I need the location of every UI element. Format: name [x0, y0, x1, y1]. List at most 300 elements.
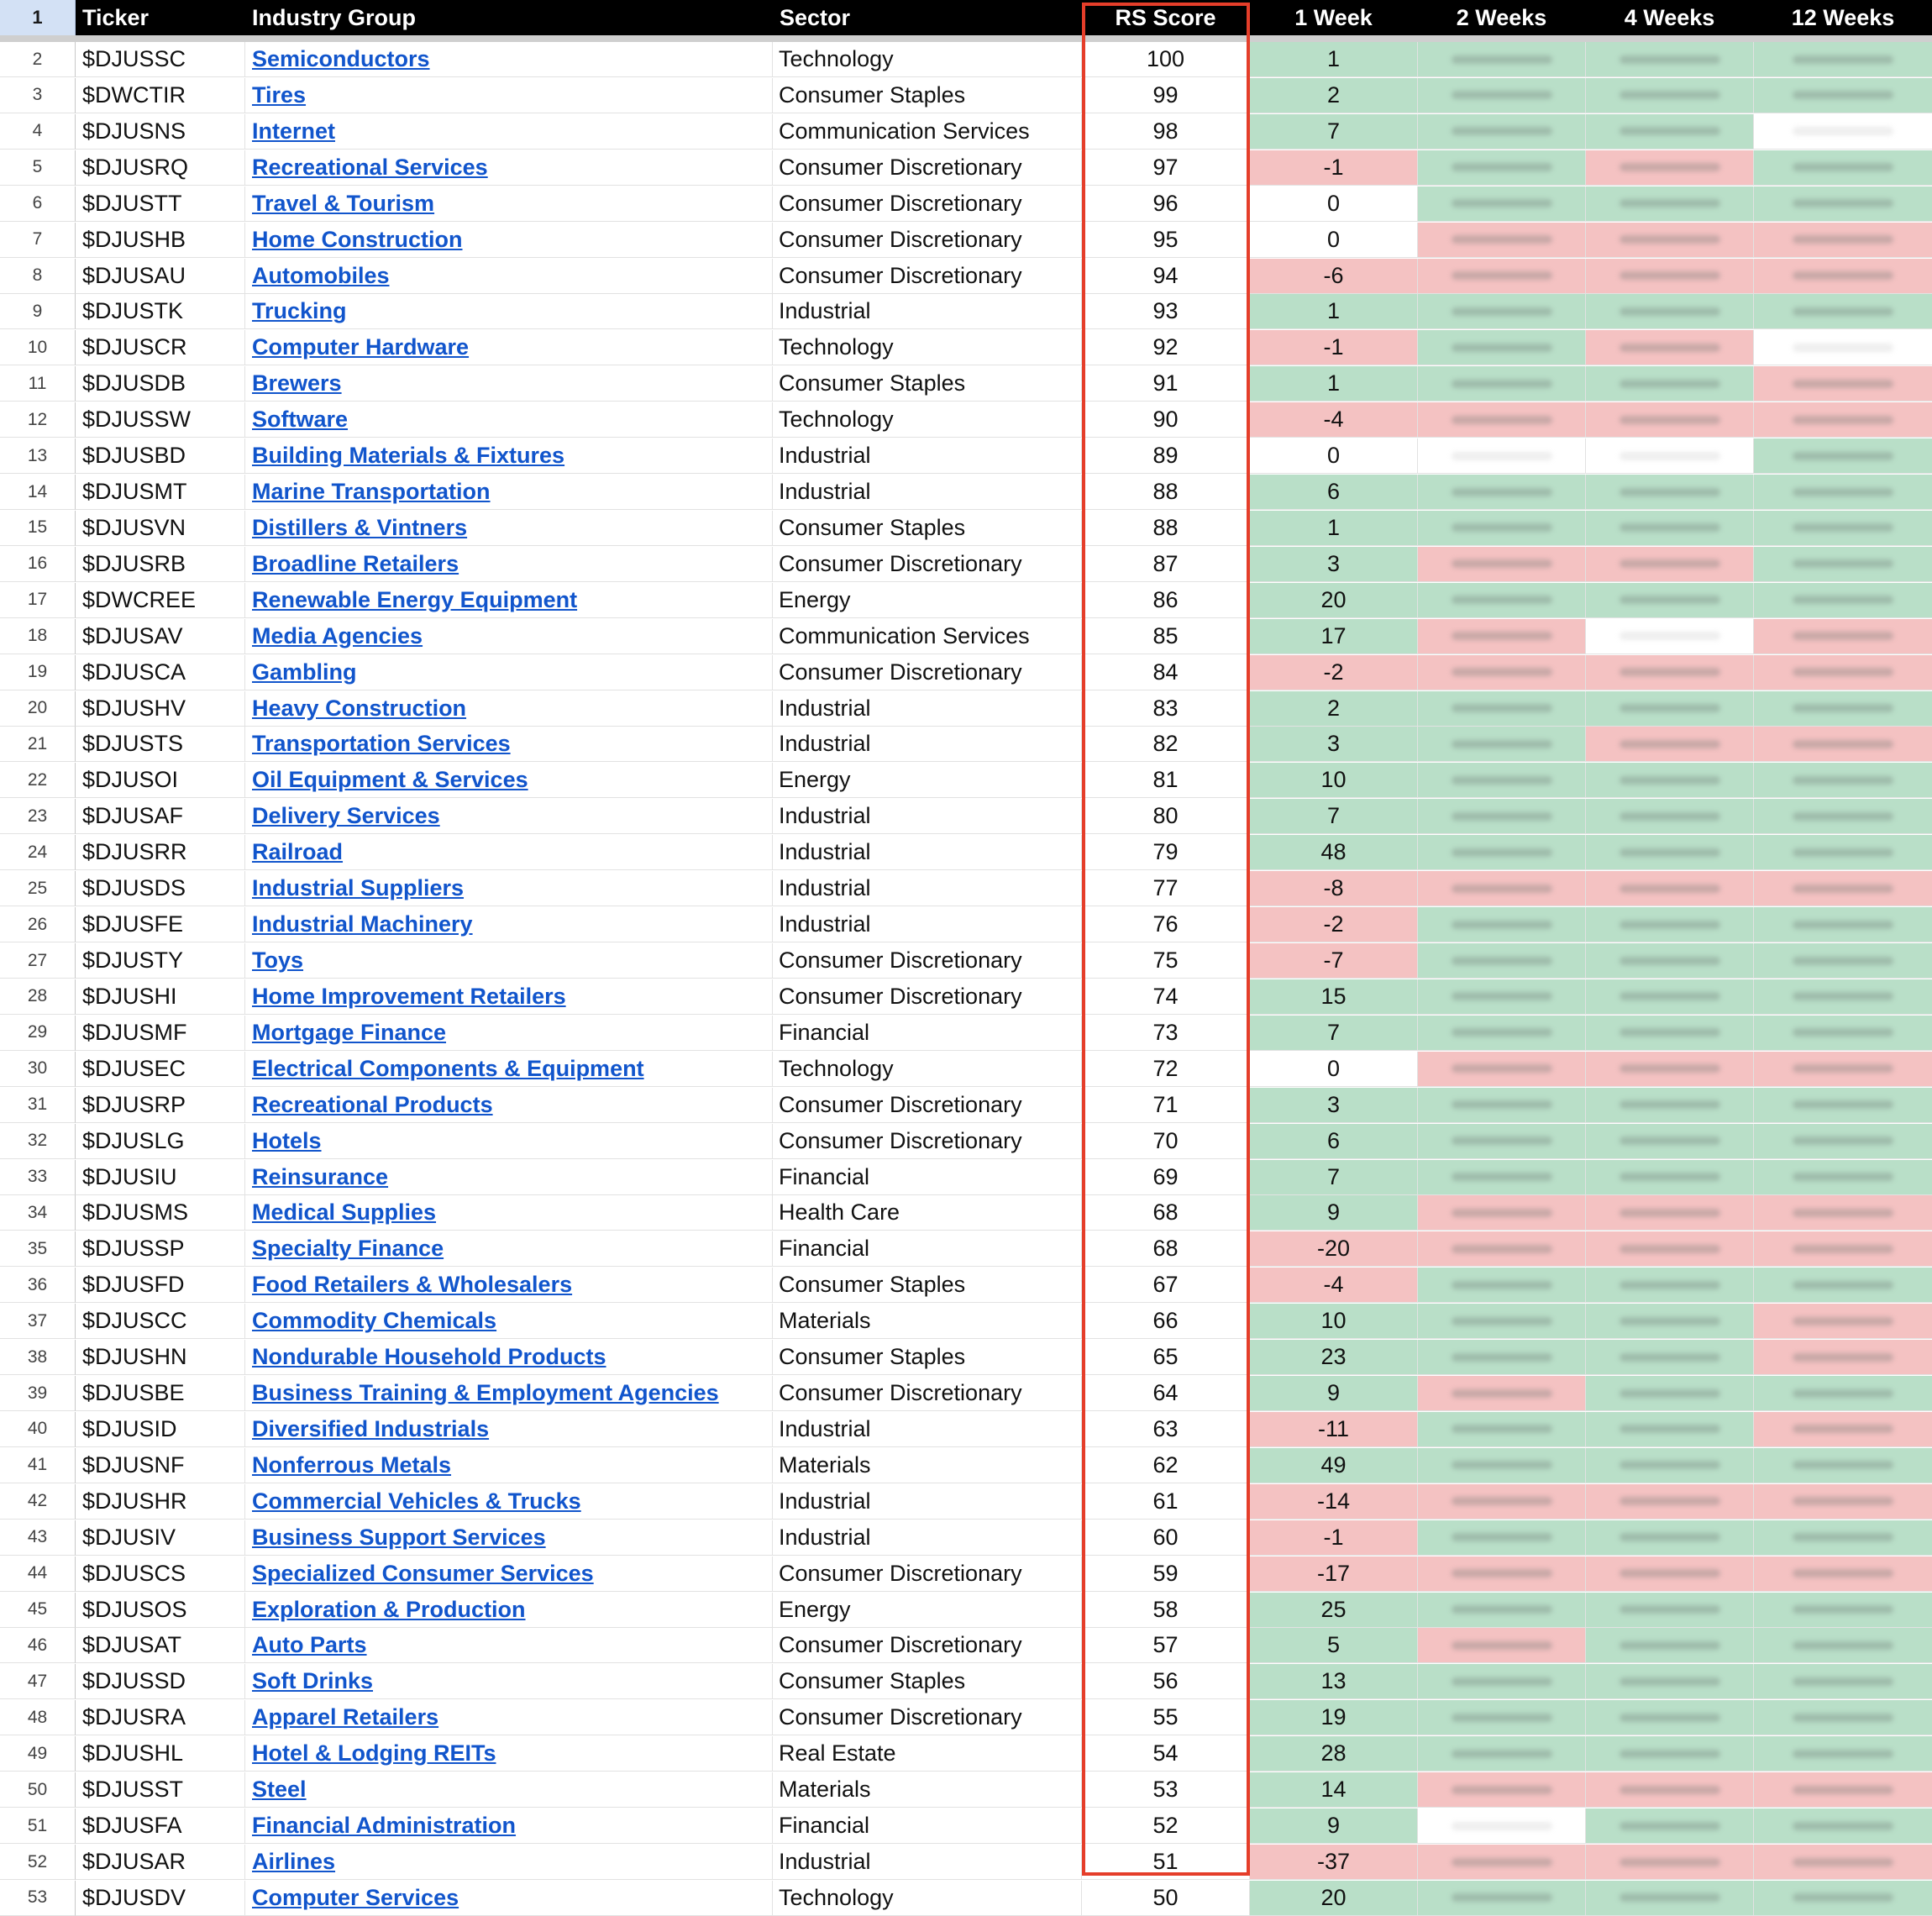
weeks-12-cell[interactable] [1754, 402, 1932, 438]
row-number[interactable]: 28 [0, 979, 76, 1015]
row-number[interactable]: 25 [0, 871, 76, 906]
industry-group-link[interactable]: Semiconductors [252, 46, 430, 71]
ticker-cell[interactable]: $DJUSRA [76, 1700, 245, 1735]
industry-group-cell[interactable] [245, 1808, 773, 1844]
weeks-4-cell[interactable] [1586, 366, 1754, 402]
weeks-2-cell[interactable] [1418, 1088, 1586, 1123]
row-number[interactable]: 4 [0, 114, 76, 150]
weeks-4-cell[interactable] [1586, 1484, 1754, 1520]
sector-cell[interactable]: Consumer Staples [773, 366, 1082, 402]
weeks-2-cell[interactable] [1418, 438, 1586, 474]
industry-group-cell[interactable] [245, 1664, 773, 1699]
weeks-2-cell[interactable] [1418, 583, 1586, 618]
rs-score-cell[interactable]: 68 [1082, 1231, 1250, 1267]
weeks-12-cell[interactable] [1754, 1808, 1932, 1844]
weeks-2-cell[interactable] [1418, 799, 1586, 834]
rs-score-cell[interactable]: 98 [1082, 114, 1250, 150]
weeks-12-cell[interactable] [1754, 294, 1932, 329]
rs-score-cell[interactable]: 57 [1082, 1628, 1250, 1663]
sector-cell[interactable]: Industrial [773, 835, 1082, 870]
week-1-cell[interactable]: 3 [1250, 547, 1418, 582]
industry-group-link[interactable]: Soft Drinks [252, 1668, 374, 1694]
weeks-2-cell[interactable] [1418, 150, 1586, 186]
sector-cell[interactable]: Consumer Staples [773, 511, 1082, 546]
weeks-4-cell[interactable] [1586, 691, 1754, 727]
weeks-12-cell[interactable] [1754, 1556, 1932, 1592]
industry-group-cell[interactable] [245, 1124, 773, 1159]
week-1-cell[interactable]: 10 [1250, 1304, 1418, 1339]
industry-group-cell[interactable] [245, 150, 773, 186]
ticker-cell[interactable]: $DJUSDV [76, 1881, 245, 1916]
sector-cell[interactable]: Industrial [773, 1845, 1082, 1880]
weeks-4-cell[interactable] [1586, 763, 1754, 798]
industry-group-cell[interactable] [245, 1736, 773, 1772]
sector-cell[interactable]: Consumer Discretionary [773, 1700, 1082, 1735]
row-number[interactable]: 6 [0, 186, 76, 222]
ticker-cell[interactable]: $DJUSRR [76, 835, 245, 870]
rs-score-cell[interactable]: 71 [1082, 1088, 1250, 1123]
weeks-2-cell[interactable] [1418, 1160, 1586, 1195]
row-number[interactable]: 53 [0, 1881, 76, 1916]
row-number[interactable]: 45 [0, 1593, 76, 1628]
industry-group-link[interactable]: Oil Equipment & Services [252, 767, 528, 793]
ticker-cell[interactable]: $DJUSTY [76, 943, 245, 979]
weeks-4-cell[interactable] [1586, 871, 1754, 906]
weeks-12-cell[interactable] [1754, 1124, 1932, 1159]
rs-score-cell[interactable]: 59 [1082, 1556, 1250, 1592]
week-1-cell[interactable]: 0 [1250, 1052, 1418, 1087]
weeks-12-cell[interactable] [1754, 1484, 1932, 1520]
industry-group-cell[interactable] [245, 1628, 773, 1663]
weeks-4-cell[interactable] [1586, 655, 1754, 690]
rs-score-cell[interactable]: 88 [1082, 475, 1250, 510]
industry-group-cell[interactable] [245, 979, 773, 1015]
weeks-2-cell[interactable] [1418, 223, 1586, 258]
weeks-4-cell[interactable] [1586, 1881, 1754, 1916]
weeks-12-cell[interactable] [1754, 78, 1932, 113]
weeks-2-cell[interactable] [1418, 943, 1586, 979]
week-1-cell[interactable]: -2 [1250, 655, 1418, 690]
weeks-4-cell[interactable] [1586, 1376, 1754, 1411]
industry-group-cell[interactable] [245, 799, 773, 834]
ticker-cell[interactable]: $DJUSCR [76, 330, 245, 365]
industry-group-link[interactable]: Exploration & Production [252, 1596, 526, 1622]
row-number[interactable]: 37 [0, 1304, 76, 1339]
industry-group-cell[interactable] [245, 186, 773, 222]
week-1-cell[interactable]: 20 [1250, 1881, 1418, 1916]
weeks-2-cell[interactable] [1418, 1124, 1586, 1159]
sector-cell[interactable]: Consumer Discretionary [773, 1088, 1082, 1123]
industry-group-link[interactable]: Industrial Machinery [252, 911, 473, 937]
sector-cell[interactable]: Materials [773, 1772, 1082, 1808]
weeks-4-cell[interactable] [1586, 1628, 1754, 1663]
weeks-4-cell[interactable] [1586, 1412, 1754, 1447]
rs-score-cell[interactable]: 52 [1082, 1808, 1250, 1844]
week-1-cell[interactable]: 3 [1250, 1088, 1418, 1123]
row-number[interactable]: 49 [0, 1736, 76, 1772]
weeks-2-cell[interactable] [1418, 259, 1586, 294]
weeks-12-cell[interactable] [1754, 511, 1932, 546]
row-number[interactable]: 48 [0, 1700, 76, 1735]
sector-cell[interactable]: Consumer Discretionary [773, 186, 1082, 222]
week-1-cell[interactable]: 28 [1250, 1736, 1418, 1772]
week-1-cell[interactable]: -17 [1250, 1556, 1418, 1592]
ticker-cell[interactable]: $DJUSNS [76, 114, 245, 150]
industry-group-cell[interactable] [245, 907, 773, 942]
industry-group-cell[interactable] [245, 1195, 773, 1231]
industry-group-cell[interactable] [245, 78, 773, 113]
weeks-12-cell[interactable] [1754, 186, 1932, 222]
ticker-cell[interactable]: $DJUSLG [76, 1124, 245, 1159]
week-1-cell[interactable]: 15 [1250, 979, 1418, 1015]
sector-cell[interactable]: Technology [773, 1881, 1082, 1916]
sector-cell[interactable]: Consumer Discretionary [773, 1556, 1082, 1592]
rs-score-cell[interactable]: 61 [1082, 1484, 1250, 1520]
weeks-4-cell[interactable] [1586, 1772, 1754, 1808]
weeks-4-cell[interactable] [1586, 943, 1754, 979]
week-1-cell[interactable]: 48 [1250, 835, 1418, 870]
sector-cell[interactable]: Industrial [773, 871, 1082, 906]
industry-group-cell[interactable] [245, 402, 773, 438]
industry-group-cell[interactable] [245, 1484, 773, 1520]
weeks-12-cell[interactable] [1754, 799, 1932, 834]
industry-group-cell[interactable] [245, 1772, 773, 1808]
weeks-12-cell[interactable] [1754, 835, 1932, 870]
ticker-cell[interactable]: $DJUSMT [76, 475, 245, 510]
ticker-cell[interactable]: $DJUSID [76, 1412, 245, 1447]
sector-cell[interactable]: Energy [773, 583, 1082, 618]
weeks-12-cell[interactable] [1754, 330, 1932, 365]
weeks-12-cell[interactable] [1754, 366, 1932, 402]
weeks-4-cell[interactable] [1586, 330, 1754, 365]
industry-group-link[interactable]: Automobiles [252, 262, 390, 288]
row-number[interactable]: 12 [0, 402, 76, 438]
weeks-12-cell[interactable] [1754, 871, 1932, 906]
rs-score-cell[interactable]: 81 [1082, 763, 1250, 798]
week-1-cell[interactable]: -2 [1250, 907, 1418, 942]
weeks-2-cell[interactable] [1418, 294, 1586, 329]
ticker-cell[interactable]: $DJUSHB [76, 223, 245, 258]
weeks-4-cell[interactable] [1586, 1088, 1754, 1123]
rs-score-cell[interactable]: 66 [1082, 1304, 1250, 1339]
column-header-12-weeks[interactable]: 12 Weeks [1754, 0, 1932, 35]
weeks-12-cell[interactable] [1754, 1160, 1932, 1195]
industry-group-link[interactable]: Airlines [252, 1849, 336, 1874]
sector-cell[interactable]: Consumer Staples [773, 1340, 1082, 1375]
ticker-cell[interactable]: $DJUSHV [76, 691, 245, 727]
rs-score-cell[interactable]: 67 [1082, 1268, 1250, 1303]
week-1-cell[interactable]: 0 [1250, 438, 1418, 474]
row-number[interactable]: 29 [0, 1016, 76, 1051]
ticker-cell[interactable]: $DJUSOS [76, 1593, 245, 1628]
ticker-cell[interactable]: $DJUSSC [76, 42, 245, 77]
ticker-cell[interactable]: $DJUSSW [76, 402, 245, 438]
rs-score-cell[interactable]: 94 [1082, 259, 1250, 294]
row-number[interactable]: 16 [0, 547, 76, 582]
industry-group-cell[interactable] [245, 1268, 773, 1303]
weeks-4-cell[interactable] [1586, 294, 1754, 329]
ticker-cell[interactable]: $DJUSSP [76, 1231, 245, 1267]
ticker-cell[interactable]: $DJUSCS [76, 1556, 245, 1592]
weeks-4-cell[interactable] [1586, 1448, 1754, 1483]
weeks-12-cell[interactable] [1754, 1268, 1932, 1303]
column-header-2-weeks[interactable]: 2 Weeks [1418, 0, 1586, 35]
weeks-12-cell[interactable] [1754, 1016, 1932, 1051]
weeks-4-cell[interactable] [1586, 259, 1754, 294]
industry-group-link[interactable]: Building Materials & Fixtures [252, 443, 565, 469]
sector-cell[interactable]: Financial [773, 1231, 1082, 1267]
industry-group-link[interactable]: Financial Administration [252, 1813, 517, 1839]
weeks-2-cell[interactable] [1418, 1772, 1586, 1808]
sector-cell[interactable]: Industrial [773, 438, 1082, 474]
industry-group-link[interactable]: Business Training & Employment Agencies [252, 1380, 719, 1406]
week-1-cell[interactable]: 17 [1250, 619, 1418, 654]
sector-cell[interactable]: Consumer Discretionary [773, 1376, 1082, 1411]
industry-group-link[interactable]: Business Support Services [252, 1524, 546, 1550]
weeks-2-cell[interactable] [1418, 1052, 1586, 1087]
weeks-4-cell[interactable] [1586, 1700, 1754, 1735]
industry-group-link[interactable]: Specialty Finance [252, 1236, 444, 1262]
row-number[interactable]: 27 [0, 943, 76, 979]
weeks-2-cell[interactable] [1418, 78, 1586, 113]
weeks-4-cell[interactable] [1586, 186, 1754, 222]
week-1-cell[interactable]: -4 [1250, 402, 1418, 438]
industry-group-cell[interactable] [245, 871, 773, 906]
weeks-12-cell[interactable] [1754, 259, 1932, 294]
rs-score-cell[interactable]: 79 [1082, 835, 1250, 870]
weeks-2-cell[interactable] [1418, 763, 1586, 798]
sector-cell[interactable]: Technology [773, 1052, 1082, 1087]
industry-group-link[interactable]: Nondurable Household Products [252, 1344, 606, 1370]
ticker-cell[interactable]: $DWCTIR [76, 78, 245, 113]
industry-group-link[interactable]: Tires [252, 81, 307, 108]
weeks-2-cell[interactable] [1418, 1845, 1586, 1880]
industry-group-cell[interactable] [245, 1593, 773, 1628]
weeks-2-cell[interactable] [1418, 1556, 1586, 1592]
weeks-4-cell[interactable] [1586, 799, 1754, 834]
week-1-cell[interactable]: -14 [1250, 1484, 1418, 1520]
industry-group-link[interactable]: Commodity Chemicals [252, 1308, 497, 1334]
sector-cell[interactable]: Industrial [773, 799, 1082, 834]
sector-cell[interactable]: Consumer Staples [773, 78, 1082, 113]
week-1-cell[interactable]: -7 [1250, 943, 1418, 979]
industry-group-link[interactable]: Specialized Consumer Services [252, 1560, 594, 1586]
industry-group-link[interactable]: Recreational Products [252, 1091, 493, 1117]
weeks-2-cell[interactable] [1418, 1231, 1586, 1267]
sector-cell[interactable]: Consumer Discretionary [773, 547, 1082, 582]
industry-group-cell[interactable] [245, 619, 773, 654]
row-number[interactable]: 8 [0, 259, 76, 294]
weeks-4-cell[interactable] [1586, 1664, 1754, 1699]
weeks-2-cell[interactable] [1418, 1412, 1586, 1447]
week-1-cell[interactable]: 0 [1250, 186, 1418, 222]
weeks-4-cell[interactable] [1586, 1556, 1754, 1592]
weeks-2-cell[interactable] [1418, 1808, 1586, 1844]
ticker-cell[interactable]: $DJUSNF [76, 1448, 245, 1483]
weeks-2-cell[interactable] [1418, 619, 1586, 654]
weeks-12-cell[interactable] [1754, 1052, 1932, 1087]
weeks-12-cell[interactable] [1754, 438, 1932, 474]
industry-group-link[interactable]: Hotels [252, 1127, 322, 1153]
industry-group-link[interactable]: Recreational Services [252, 154, 488, 180]
row-number[interactable]: 36 [0, 1268, 76, 1303]
industry-group-link[interactable]: Home Improvement Retailers [252, 983, 566, 1009]
sector-cell[interactable]: Consumer Discretionary [773, 1124, 1082, 1159]
industry-group-link[interactable]: Mortgage Finance [252, 1019, 447, 1045]
sector-cell[interactable]: Real Estate [773, 1736, 1082, 1772]
rs-score-cell[interactable]: 55 [1082, 1700, 1250, 1735]
ticker-cell[interactable]: $DJUSDS [76, 871, 245, 906]
column-header-rs-score[interactable]: RS Score [1082, 0, 1250, 35]
industry-group-cell[interactable] [245, 1556, 773, 1592]
weeks-2-cell[interactable] [1418, 979, 1586, 1015]
ticker-cell[interactable]: $DJUSTT [76, 186, 245, 222]
rs-score-cell[interactable]: 58 [1082, 1593, 1250, 1628]
rs-score-cell[interactable]: 76 [1082, 907, 1250, 942]
week-1-cell[interactable]: 6 [1250, 1124, 1418, 1159]
industry-group-link[interactable]: Distillers & Vintners [252, 514, 468, 540]
weeks-12-cell[interactable] [1754, 547, 1932, 582]
weeks-2-cell[interactable] [1418, 691, 1586, 727]
industry-group-cell[interactable] [245, 1700, 773, 1735]
industry-group-cell[interactable] [245, 438, 773, 474]
industry-group-link[interactable]: Industrial Suppliers [252, 875, 465, 901]
weeks-12-cell[interactable] [1754, 979, 1932, 1015]
rs-score-cell[interactable]: 70 [1082, 1124, 1250, 1159]
sector-cell[interactable]: Industrial [773, 691, 1082, 727]
ticker-cell[interactable]: $DJUSOI [76, 763, 245, 798]
ticker-cell[interactable]: $DJUSST [76, 1772, 245, 1808]
rs-score-cell[interactable]: 73 [1082, 1016, 1250, 1051]
column-header-ticker[interactable]: Ticker [76, 0, 245, 35]
rs-score-cell[interactable]: 85 [1082, 619, 1250, 654]
ticker-cell[interactable]: $DJUSAT [76, 1628, 245, 1663]
column-header-4-weeks[interactable]: 4 Weeks [1586, 0, 1754, 35]
weeks-12-cell[interactable] [1754, 943, 1932, 979]
ticker-cell[interactable]: $DJUSSD [76, 1664, 245, 1699]
week-1-cell[interactable]: -4 [1250, 1268, 1418, 1303]
week-1-cell[interactable]: 14 [1250, 1772, 1418, 1808]
weeks-4-cell[interactable] [1586, 511, 1754, 546]
weeks-12-cell[interactable] [1754, 655, 1932, 690]
row-number[interactable]: 51 [0, 1808, 76, 1844]
week-1-cell[interactable]: 5 [1250, 1628, 1418, 1663]
sector-cell[interactable]: Health Care [773, 1195, 1082, 1231]
rs-score-cell[interactable]: 99 [1082, 78, 1250, 113]
rs-score-cell[interactable]: 77 [1082, 871, 1250, 906]
week-1-cell[interactable]: 7 [1250, 1160, 1418, 1195]
industry-group-link[interactable]: Marine Transportation [252, 479, 491, 505]
weeks-2-cell[interactable] [1418, 1304, 1586, 1339]
weeks-2-cell[interactable] [1418, 1376, 1586, 1411]
column-header-sector[interactable]: Sector [773, 0, 1082, 35]
week-1-cell[interactable]: -1 [1250, 150, 1418, 186]
week-1-cell[interactable]: 1 [1250, 42, 1418, 77]
ticker-cell[interactable]: $DJUSDB [76, 366, 245, 402]
weeks-2-cell[interactable] [1418, 1268, 1586, 1303]
weeks-2-cell[interactable] [1418, 42, 1586, 77]
sector-cell[interactable]: Consumer Discretionary [773, 259, 1082, 294]
rs-score-cell[interactable]: 69 [1082, 1160, 1250, 1195]
weeks-12-cell[interactable] [1754, 42, 1932, 77]
week-1-cell[interactable]: 6 [1250, 475, 1418, 510]
industry-group-cell[interactable] [245, 1881, 773, 1916]
weeks-4-cell[interactable] [1586, 78, 1754, 113]
rs-score-cell[interactable]: 74 [1082, 979, 1250, 1015]
rs-score-cell[interactable]: 97 [1082, 150, 1250, 186]
weeks-4-cell[interactable] [1586, 907, 1754, 942]
weeks-12-cell[interactable] [1754, 1231, 1932, 1267]
weeks-2-cell[interactable] [1418, 1664, 1586, 1699]
industry-group-cell[interactable] [245, 330, 773, 365]
industry-group-cell[interactable] [245, 1412, 773, 1447]
week-1-cell[interactable]: -11 [1250, 1412, 1418, 1447]
rs-score-cell[interactable]: 62 [1082, 1448, 1250, 1483]
sector-cell[interactable]: Industrial [773, 1412, 1082, 1447]
rs-score-cell[interactable]: 92 [1082, 330, 1250, 365]
weeks-2-cell[interactable] [1418, 907, 1586, 942]
industry-group-cell[interactable] [245, 1160, 773, 1195]
weeks-12-cell[interactable] [1754, 1628, 1932, 1663]
weeks-12-cell[interactable] [1754, 1088, 1932, 1123]
industry-group-link[interactable]: Broadline Retailers [252, 550, 459, 576]
rs-score-cell[interactable]: 75 [1082, 943, 1250, 979]
weeks-2-cell[interactable] [1418, 1736, 1586, 1772]
row-number[interactable]: 47 [0, 1664, 76, 1699]
row-number[interactable]: 17 [0, 583, 76, 618]
ticker-cell[interactable]: $DJUSTS [76, 727, 245, 762]
sector-cell[interactable]: Consumer Discretionary [773, 150, 1082, 186]
weeks-12-cell[interactable] [1754, 763, 1932, 798]
industry-group-link[interactable]: Commercial Vehicles & Trucks [252, 1488, 581, 1514]
week-1-cell[interactable]: 13 [1250, 1664, 1418, 1699]
industry-group-link[interactable]: Electrical Components & Equipment [252, 1055, 644, 1081]
weeks-2-cell[interactable] [1418, 1448, 1586, 1483]
weeks-12-cell[interactable] [1754, 619, 1932, 654]
row-number[interactable]: 15 [0, 511, 76, 546]
week-1-cell[interactable]: 20 [1250, 583, 1418, 618]
weeks-2-cell[interactable] [1418, 1593, 1586, 1628]
industry-group-link[interactable]: Software [252, 407, 349, 433]
weeks-4-cell[interactable] [1586, 42, 1754, 77]
ticker-cell[interactable]: $DJUSMS [76, 1195, 245, 1231]
industry-group-cell[interactable] [245, 1304, 773, 1339]
week-1-cell[interactable]: 25 [1250, 1593, 1418, 1628]
sector-cell[interactable]: Financial [773, 1808, 1082, 1844]
sector-cell[interactable]: Consumer Staples [773, 1664, 1082, 1699]
weeks-12-cell[interactable] [1754, 1664, 1932, 1699]
rs-score-cell[interactable]: 50 [1082, 1881, 1250, 1916]
rs-score-cell[interactable]: 87 [1082, 547, 1250, 582]
row-number[interactable]: 2 [0, 42, 76, 77]
weeks-2-cell[interactable] [1418, 475, 1586, 510]
ticker-cell[interactable]: $DJUSHL [76, 1736, 245, 1772]
ticker-cell[interactable]: $DJUSRP [76, 1088, 245, 1123]
column-header-industry-group[interactable]: Industry Group [245, 0, 773, 35]
rs-score-cell[interactable]: 53 [1082, 1772, 1250, 1808]
week-1-cell[interactable]: -8 [1250, 871, 1418, 906]
weeks-12-cell[interactable] [1754, 114, 1932, 150]
industry-group-cell[interactable] [245, 583, 773, 618]
row-number[interactable]: 24 [0, 835, 76, 870]
ticker-cell[interactable]: $DJUSVN [76, 511, 245, 546]
week-1-cell[interactable]: 1 [1250, 511, 1418, 546]
week-1-cell[interactable]: 1 [1250, 366, 1418, 402]
weeks-2-cell[interactable] [1418, 511, 1586, 546]
rs-score-cell[interactable]: 63 [1082, 1412, 1250, 1447]
weeks-2-cell[interactable] [1418, 1700, 1586, 1735]
weeks-12-cell[interactable] [1754, 691, 1932, 727]
